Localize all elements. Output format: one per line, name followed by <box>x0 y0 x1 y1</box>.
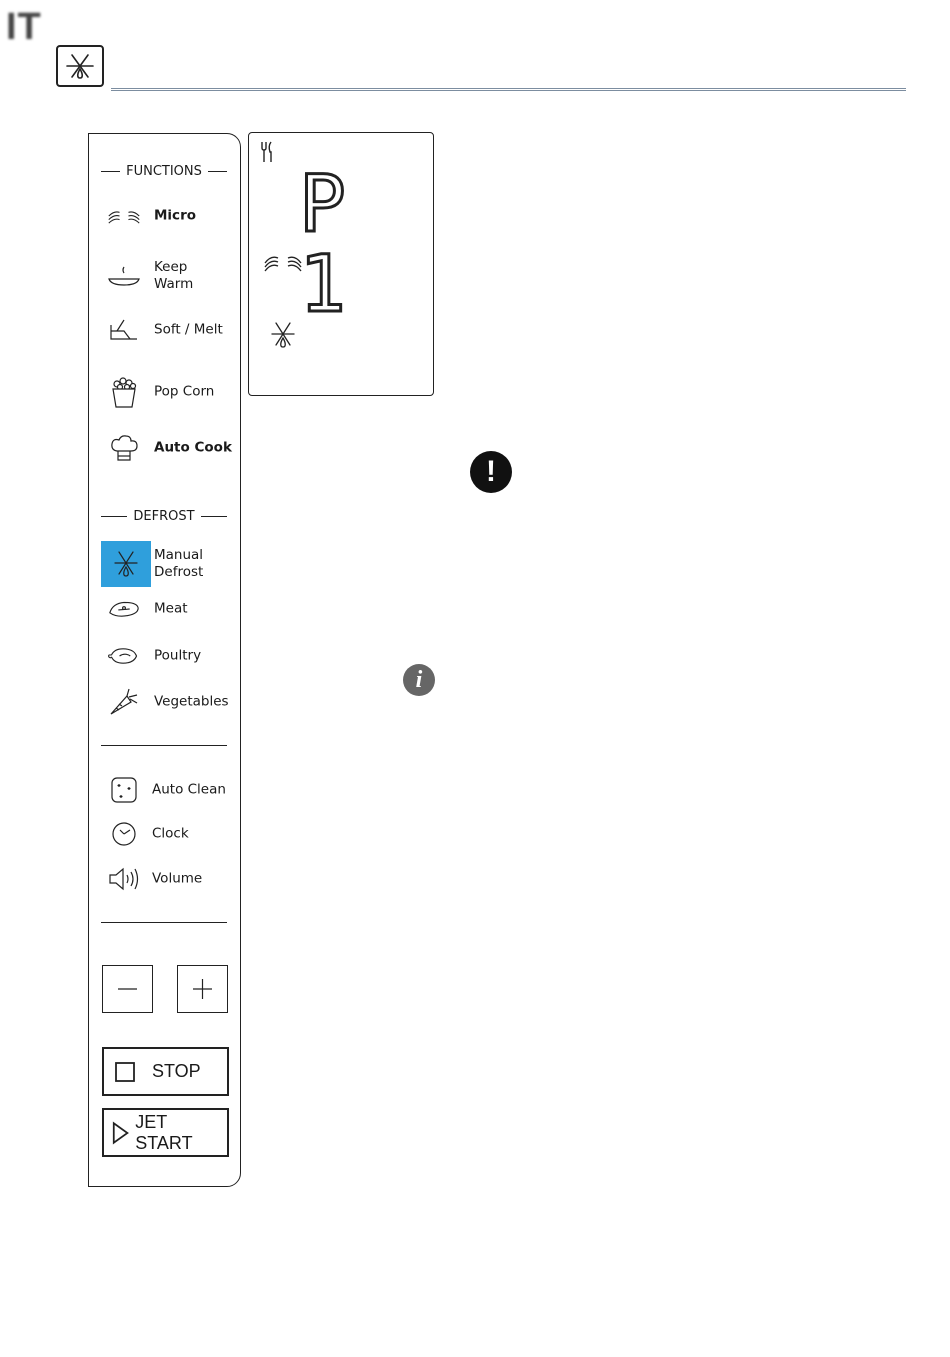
language-code: IT <box>6 6 42 48</box>
soft-melt-bowl-icon <box>107 308 141 352</box>
manual-defrost-icon <box>101 541 151 587</box>
microwave-waves-icon <box>263 251 303 273</box>
jet-start-button[interactable] <box>102 1108 229 1157</box>
auto-clean-icon <box>107 768 141 812</box>
minus-icon <box>103 966 152 1012</box>
poultry-icon <box>107 634 141 678</box>
microwave-waves-icon <box>107 194 141 238</box>
poultry-label: Poultry <box>154 647 202 664</box>
section-divider <box>101 745 227 746</box>
stop-label: STOP <box>152 1061 201 1081</box>
manual-defrost-button[interactable] <box>101 542 235 586</box>
auto-clean-label: Auto Clean <box>152 781 226 798</box>
warning-icon: ! <box>470 451 512 493</box>
popcorn-button[interactable] <box>101 370 235 414</box>
meat-label: Meat <box>154 600 188 617</box>
micro-button[interactable] <box>101 194 235 238</box>
poultry-button[interactable] <box>101 634 235 678</box>
minus-button[interactable] <box>102 965 153 1013</box>
manual-defrost-header-icon <box>56 45 104 87</box>
functions-section-title: FUNCTIONS <box>101 164 227 179</box>
oven-display <box>248 132 434 396</box>
soft-melt-button[interactable] <box>101 308 235 352</box>
vegetables-button[interactable] <box>101 680 235 724</box>
keep-warm-button[interactable] <box>101 254 235 298</box>
manual-defrost-icon <box>269 319 297 351</box>
chef-hat-icon <box>107 426 141 470</box>
header-rule <box>111 88 906 91</box>
stop-square-icon <box>104 1049 150 1094</box>
clock-icon <box>107 812 141 856</box>
section-divider <box>101 922 227 923</box>
volume-button[interactable] <box>101 857 235 901</box>
volume-icon <box>107 857 141 901</box>
display-program-code: P 1 <box>299 160 360 330</box>
info-icon: i <box>403 664 435 696</box>
soft-melt-label: Soft / Melt <box>154 321 223 338</box>
meat-button[interactable] <box>101 587 235 631</box>
control-panel <box>88 133 241 1187</box>
auto-clean-button[interactable] <box>101 768 235 812</box>
manual-defrost-label: Manual Defrost <box>154 547 204 580</box>
keep-warm-label: Keep Warm <box>154 259 194 292</box>
play-triangle-icon <box>104 1110 135 1155</box>
popcorn-label: Pop Corn <box>154 383 215 400</box>
micro-label: Micro <box>154 207 196 224</box>
popcorn-icon <box>107 370 141 414</box>
plus-icon <box>178 966 227 1012</box>
meat-icon <box>107 587 141 631</box>
plus-button[interactable] <box>177 965 228 1013</box>
vegetables-icon <box>107 680 141 724</box>
defrost-section-title: DEFROST <box>101 509 227 524</box>
clock-button[interactable] <box>101 812 235 856</box>
volume-label: Volume <box>152 870 203 887</box>
jet-start-label: JET START <box>135 1111 193 1153</box>
auto-cook-button[interactable] <box>101 426 235 470</box>
cutlery-icon <box>259 140 275 164</box>
keep-warm-plate-icon <box>107 254 141 298</box>
clock-label: Clock <box>152 825 189 842</box>
auto-cook-label: Auto Cook <box>154 439 232 456</box>
stop-button[interactable] <box>102 1047 229 1096</box>
vegetables-label: Vegetables <box>154 693 229 710</box>
